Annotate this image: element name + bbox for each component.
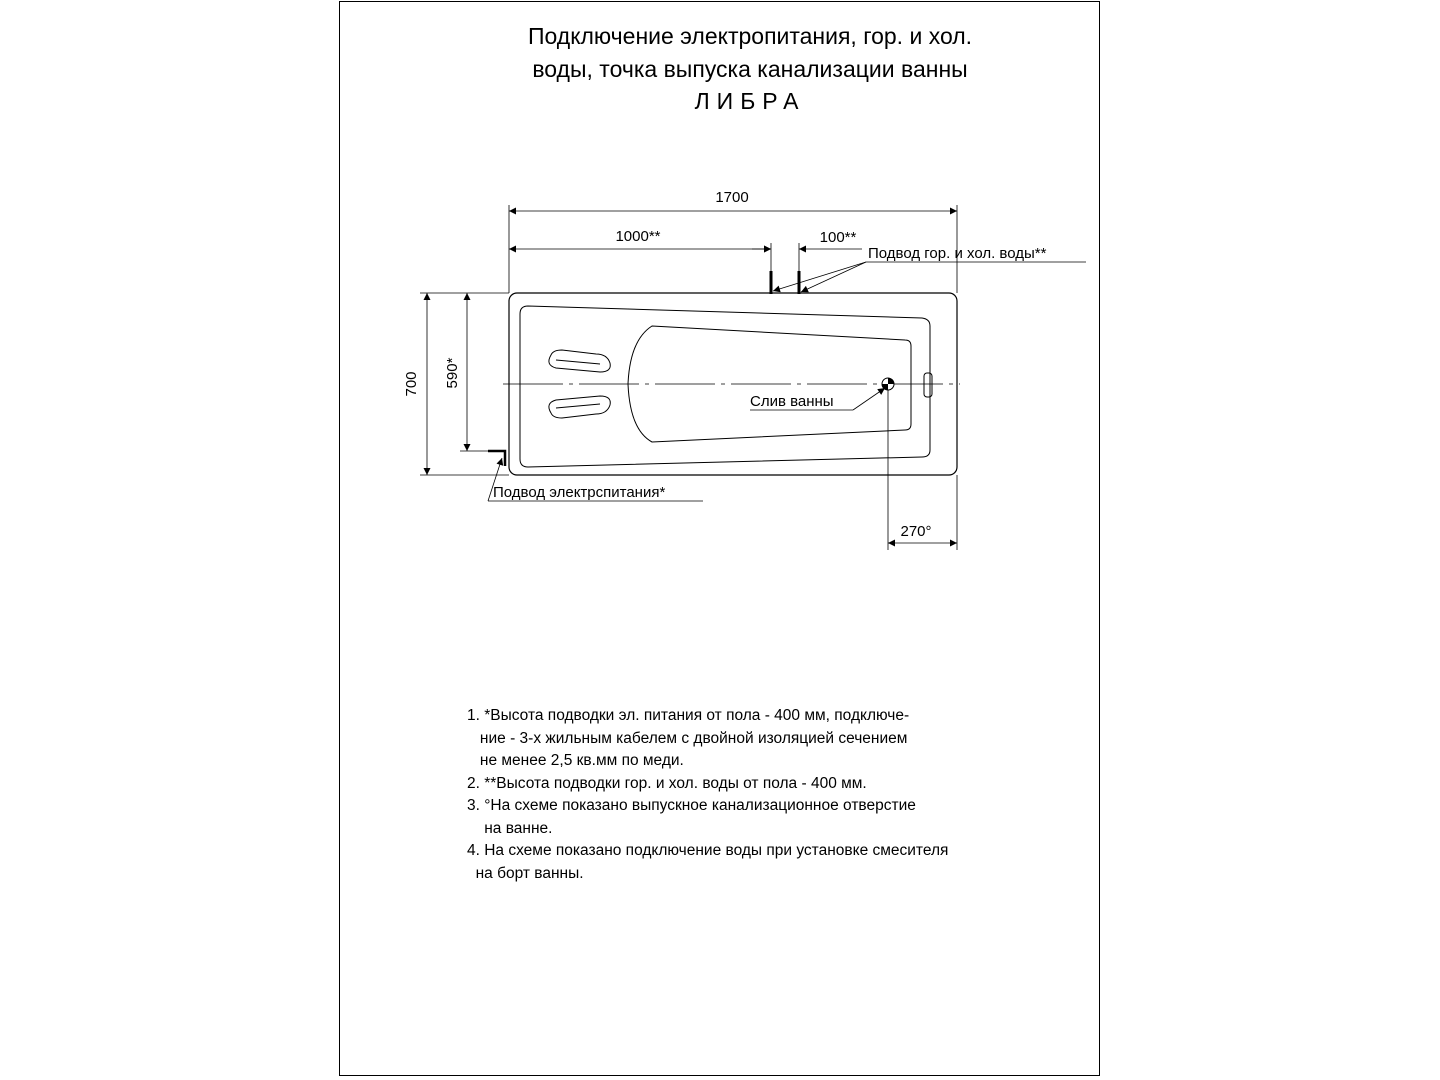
grip-handle-bottom xyxy=(549,396,610,418)
dimension-inner-width xyxy=(444,293,488,451)
note-line: 3. °На схеме показано выпускное канализационное отверстие xyxy=(467,797,916,814)
dimension-drain-offset xyxy=(888,390,957,550)
drawing-title-line-1: Подключение электропитания, гор. и хол. xyxy=(527,23,973,49)
dimension-length-label: 1700 xyxy=(715,189,749,206)
note-line: 1. *Высота подводки эл. питания от пола - 400 мм, подключе- xyxy=(467,707,910,724)
grip-handle-top xyxy=(549,350,610,372)
power-supply-connector xyxy=(488,451,505,466)
drain-point-symbol xyxy=(882,378,894,390)
note-line: на борт ванны. xyxy=(467,864,584,882)
dimension-inner-width-label: 590* xyxy=(444,357,461,389)
power-supply-label: Подвод электрспитания* xyxy=(493,484,666,501)
dimension-hot-cold-spacing xyxy=(752,229,862,271)
drawing-title-line-2: воды, точка выпуска канализации ванны xyxy=(532,56,968,82)
note-line: 2. **Высота подводки гор. и хол. воды от пола - 400 мм. xyxy=(467,774,867,792)
dimension-length xyxy=(509,189,957,293)
note-line: на ванне. xyxy=(467,819,553,837)
dimension-drain-offset-label: 270° xyxy=(900,523,932,540)
note-line: не менее 2,5 кв.мм по меди. xyxy=(467,752,684,769)
drain-label: Слив ванны xyxy=(750,393,834,410)
note-line: ние - 3-х жильным кабелем с двойной изоляцией сечением xyxy=(467,729,908,747)
drain-leader xyxy=(750,388,885,410)
dimension-hot-cold-offset xyxy=(509,228,771,271)
note-line: 4. На схеме показано подключение воды при установке смесителя xyxy=(467,842,949,859)
water-supply-label: Подвод гор. и хол. воды** xyxy=(868,245,1047,262)
water-supply-leader xyxy=(773,245,1086,292)
dimension-hot-cold-offset-label: 1000** xyxy=(615,228,661,245)
notes-block xyxy=(467,705,948,885)
drawing-title-model: ЛИБРА xyxy=(694,88,806,114)
overflow-slot xyxy=(924,373,932,397)
dimension-hot-cold-spacing-label: 100** xyxy=(819,229,857,246)
dimension-width-label: 700 xyxy=(403,371,420,397)
power-supply-leader xyxy=(488,458,703,501)
